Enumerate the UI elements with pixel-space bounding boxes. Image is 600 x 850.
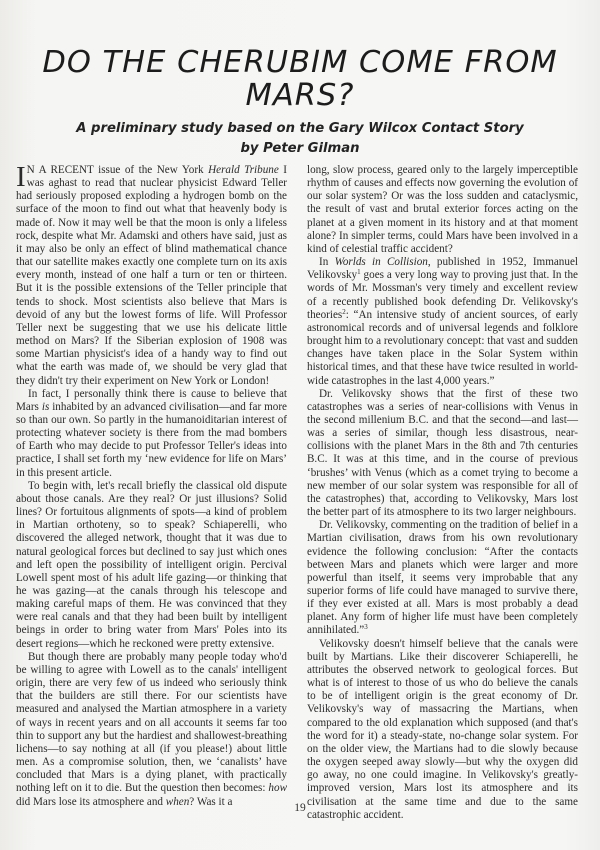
text-run: In fact, I personally think there is cause to believe that Mars (16, 387, 287, 413)
text-run: did Mars lose its atmosphere and (16, 795, 166, 808)
right-column (307, 164, 578, 822)
left-column (16, 161, 288, 809)
paragraph (16, 651, 287, 809)
text-run: In (319, 256, 335, 269)
text-run: inhabited by an advanced civilisation—and far more so than our own. So partly in the humanoiditarian interest of protecting whatever society is there from the mad bombers of Earth who may decide to put Professor Teller's ideas into practice, I shall set forth my ‘new evidence for life on Mars’ in this present article. (16, 400, 287, 479)
paragraph: To begin with, let's recall briefly the classical old dispute about those canals. Are they real? Or just illusions? Solid lines? Or fortuitous alignments of spots—a kind of problem in Martian orthoteny, so to speak? Schiaperelli, who discovered the alleged network, thought that it was due to natural geological forces but declined to say just which ones and left open the possibility of intelligent origin. Percival Lowell spent most of his adult life gazing—or thinking that he was gazing—at the canals through his telescope and making careful maps of them. He was convinced that they were real canals and that they had been built by intelligent beings in order to bring water from Mars' Poles into its desert regions—which he reckoned were pretty extensive. (16, 479, 287, 650)
paragraph: Dr. Velikovsky shows that the first of these two catastrophes was a series of near-collisions with Venus in the second millenium B.C. and that the second—and last—was a series of similar, though less disastrous, near-collisions with the planet Mars in the 8th and 7th centuries B.C. It was at this time, and in the course of previous ‘brushes’ with Venus (which as a comet trying to become a new member of our solar system was responsible for all of the catastrophes) that, according to Velikovsky, Mars lost the better part of its atmosphere to its two larger neighbours. (307, 387, 578, 519)
text-run: N A RECENT issue of the New York (26, 164, 209, 176)
emphasis: is (41, 400, 50, 413)
footnote-marker: 1 (357, 268, 361, 277)
paragraph (307, 519, 578, 637)
footnote-marker: 3 (364, 623, 368, 632)
newspaper-name: Herald Tribune (208, 164, 279, 176)
text-run: ? Was it a (189, 795, 233, 808)
emphasis: how (268, 782, 287, 795)
paragraph (16, 161, 288, 388)
article-title: DO THE CHERUBIM COME FROM MARS? (42, 45, 558, 113)
paragraph (307, 256, 578, 388)
text-run: : “An intensive study of ancient sources, of early astronomical records and of universal legends and folklore brought him to a revolutionary concept: that vast and sudden changes have taken place in the Solar System within historical times, and that these have twice resulted in world-wide catastrophes in the last 4,000 years.” (307, 308, 578, 387)
text-run: Dr. Velikovsky, commenting on the tradition of belief in a Martian civilisation, draws from his own revolutionary evidence the following conclusion: “After the contacts between Mars and planets which were larger and more powerful than itself, it seems very improbable that any superior forms of life could have managed to survive there, if they ever existed at all. Mars is most probably a dead planet. Any form of higher life must have been completely annihilated.” (307, 519, 578, 637)
text-run: I was aghast to read that nuclear physicist Edward Teller had seriously proposed exploding a hydrogen bomb on the surface of the moon to find out what that heavenly body is made of. Now it may well be that the moon is only a lifeless rock, despite what Mr. Adamski and others have said, just as it may also be only an effect of blind mathematical chance that our satellite makes exactly one complete turn on its axis every month, instead of one half a turn or ten or thirteen. But it is the possible extensions of the Teller principle that tends to shock. Most scientists also believe that Mars is devoid of any but the lowest forms of life. Will Professor Teller next be suggesting that we use his delicate little method on Mars? If the Siberian explosion of 1908 was some Martian physicist's idea of a handy way to find out what the earth was made of, we should be very glad that they didn't try their experiment on New York or London! (16, 164, 288, 387)
text-run: , published in 1952, Immanuel Velikovsky (307, 256, 578, 282)
emphasis: when (165, 795, 190, 808)
footnote-marker: 2 (342, 307, 346, 316)
paragraph: long, slow process, geared only to the largely imperceptible rhythm of causes and effects now governing the evolution of our solar system? Or was the loss sudden and cataclysmic, the result of vast and brutal exterior forces acting on the planet at a given moment in its history and at that moment alone? In simpler terms, could Mars have been involved in a kind of celestial traffic accident? (307, 164, 578, 255)
paragraph (16, 388, 287, 480)
paragraph: Velikovsky doesn't himself believe that the canals were built by Martians. Like their discoverer Schiaperelli, he attributes the observed network to geological forces. But what is of interest to those of us who do believe the canals to be of intelligent origin is the great economy of Dr. Velikovsky's way of massacring the Martians, when compared to the old explanation which supposed (and that's the word for it) a steady-state, no-change solar system. For on the older view, the Martians had to die slowly because the oxygen seeped away slowly—but why the oxygen did go away, no one could imagine. In Velikovsky's greatly-improved version, Mars lost its atmosphere and its civilisation at the same time and due to the same catastrophic accident. (307, 637, 578, 821)
page-number: 19 (294, 802, 306, 814)
article-subtitle: A preliminary study based on the Gary Wilcox Contact Story (76, 121, 524, 136)
text-run: goes a very long way to proving just that. In the words of Mr. Mossman's very timely and excellent review of a recently published book defending Dr. Velikovsky's theories (307, 269, 578, 321)
text-run: But though there are probably many people today who'd be willing to agree with Lowell as to the canals' intelligent origin, there are very few of us indeed who seriously think that the builders are still there. For our scientists have measured and analysed the Martian atmosphere in a variety of ways in recent years and on all accounts it seems far too thin to support any but the hardiest and shallowest-breathing lichens—to say nothing at all (if you please!) about little men. As a compromise solution, then, we ‘canalists’ have concluded that Mars is a dying planet, with practically nothing left on it to die. But the question then becomes: (16, 650, 287, 795)
article-byline: by Peter Gilman (240, 141, 360, 156)
drop-cap: I (16, 161, 26, 193)
book-title: Worlds in Collision (334, 256, 428, 269)
